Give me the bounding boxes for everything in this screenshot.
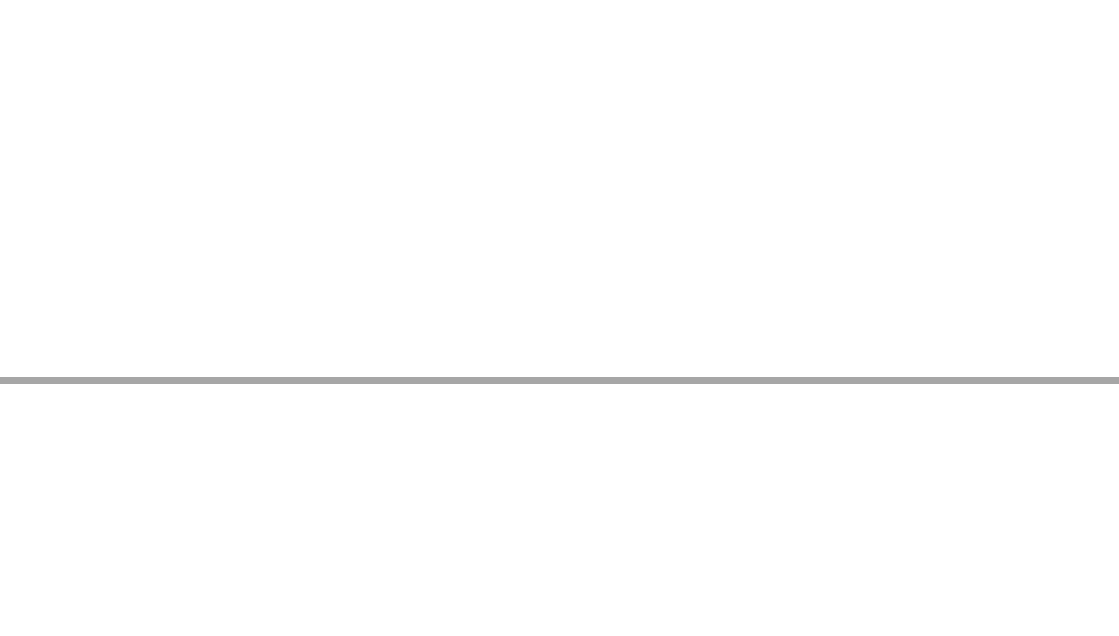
- page-divider: [0, 377, 1119, 384]
